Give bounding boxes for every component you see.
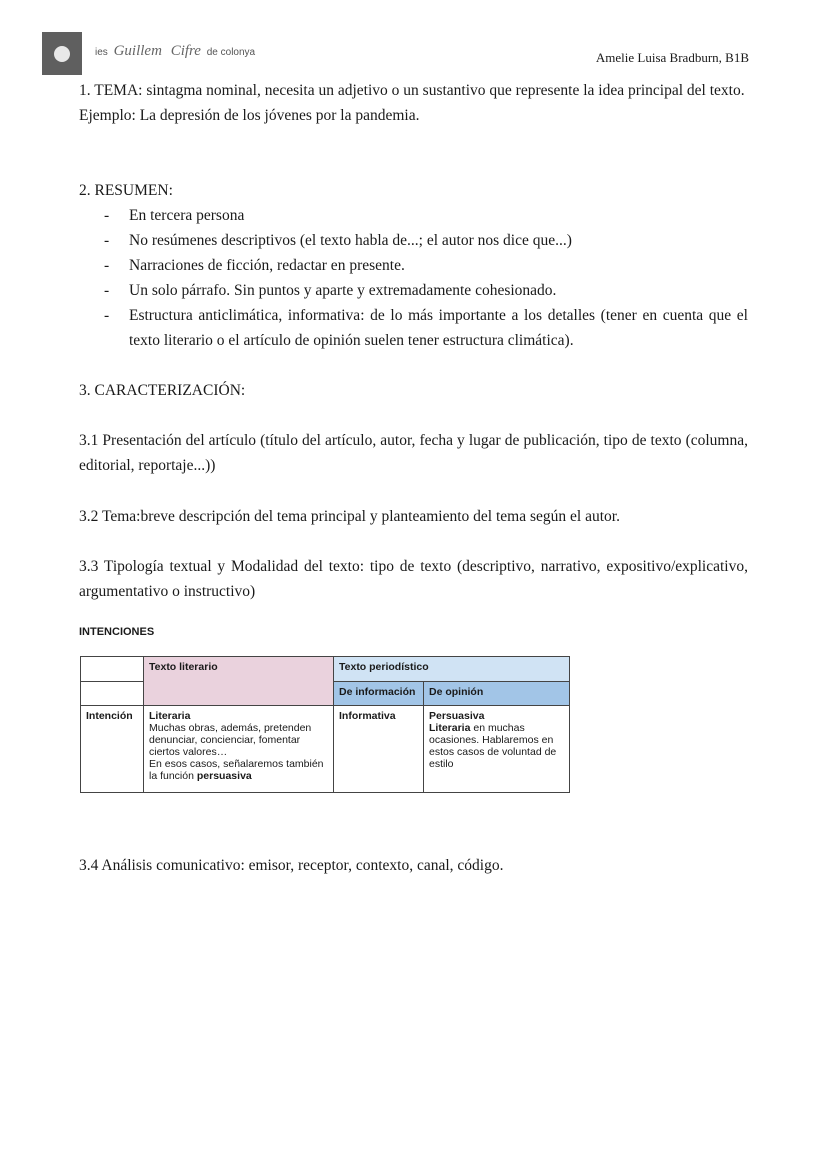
tema-text: 1. TEMA: sintagma nominal, necesita un adjetivo o un sustantivo que represente la idea principal del texto.	[79, 82, 745, 99]
resumen-title: 2. RESUMEN:	[79, 182, 173, 199]
list-item: - Un solo párrafo. Sin puntos y aparte y extremadamente cohesionado.	[79, 278, 748, 303]
author-name: Amelie Luisa Bradburn, B1B	[595, 50, 749, 65]
table-title: INTENCIONES	[79, 626, 155, 638]
section-3-4: 3.4 Análisis comunicativo: emisor, receptor, contexto, canal, código.	[79, 857, 504, 874]
sun-icon	[54, 46, 70, 62]
cell-opinion: Persuasiva Literaria en muchas ocasiones. Hablaremos en estos casos de voluntad de estilo	[424, 706, 570, 793]
list-item: - No resúmenes descriptivos (el texto habla de...; el autor nos dice que...)	[79, 228, 748, 253]
header-informacion: De información	[334, 682, 424, 706]
section-3-2: 3.2 Tema:breve descripción del tema principal y planteamiento del tema según el autor.	[79, 508, 620, 525]
logo-prefix: ies	[95, 47, 108, 58]
section-3-1: 3.1 Presentación del artículo (título del artículo, autor, fecha y lugar de publicación, tipo de texto (columna, editorial, reportaje...))	[79, 432, 748, 474]
header-literario: Texto literario	[144, 657, 334, 706]
list-item: - En tercera persona	[79, 203, 748, 228]
row-label: Intención	[81, 706, 144, 793]
logo-name1: Guillem	[113, 43, 162, 59]
cell-informacion: Informativa	[334, 706, 424, 793]
school-name	[95, 43, 255, 60]
logo-name2: Cifre	[170, 43, 201, 59]
tema-example: Ejemplo: La depresión de los jóvenes por la pandemia.	[79, 107, 420, 124]
resumen-section	[79, 178, 748, 353]
section-3-3: 3.3 Tipología textual y Modalidad del texto: tipo de texto (descriptivo, narrativo, expositivo/explicativo, argumentativo o instructivo)	[79, 558, 748, 600]
caracterizacion-title: 3. CARACTERIZACIÓN:	[79, 382, 246, 399]
logo-suffix: de colonya	[206, 47, 256, 58]
empty-cell	[81, 657, 144, 682]
header-opinion: De opinión	[424, 682, 570, 706]
intenciones-table	[80, 656, 570, 793]
tema-section	[79, 78, 748, 128]
list-item: - Estructura anticlimática, informativa: de lo más importante a los detalles (tener en cuenta que el texto literario o el artículo de opinión suelen tener estructura climática).	[79, 303, 748, 353]
school-logo	[42, 32, 82, 75]
cell-literario: Literaria Muchas obras, además, pretenden denunciar, concienciar, fomentar ciertos valores… En esos casos, señalaremos también la función persuasiva	[144, 706, 334, 793]
list-item: - Narraciones de ficción, redactar en presente.	[79, 253, 748, 278]
empty-cell	[81, 682, 144, 706]
header-periodistico: Texto periodístico	[334, 657, 570, 682]
